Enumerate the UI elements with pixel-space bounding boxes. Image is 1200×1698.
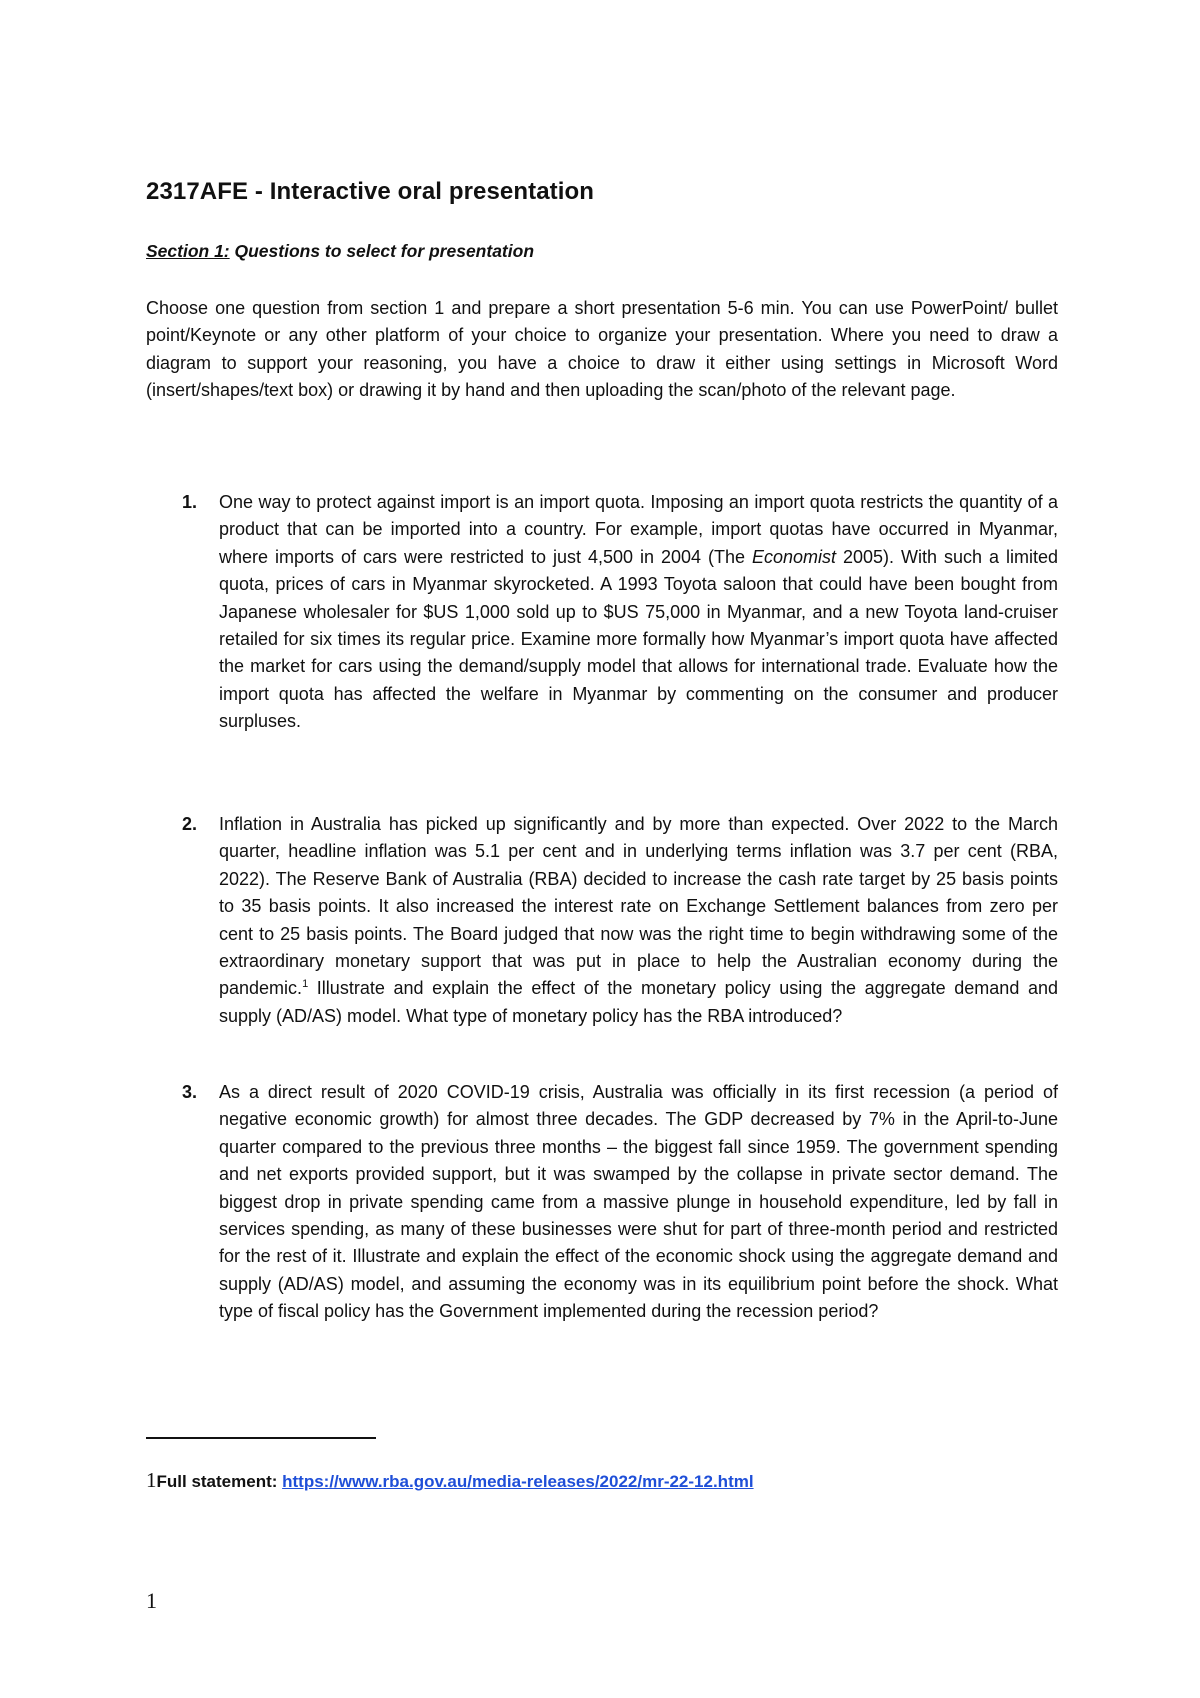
footnote-link[interactable]: https://www.rba.gov.au/media-releases/2022/mr-22-12.html — [282, 1472, 754, 1491]
footnote-reference[interactable]: 1 — [302, 978, 309, 991]
question-text-part: Inflation in Australia has picked up significantly and by more than expected. Over 2022 to the March quarter, headline inflation was 5.1 per cent and in underlying terms inflation was 3.7 per cent (RBA, 2022). The Reserve Bank of Australia (RBA) decided to increase the cash rate target by 25 basis points to 35 basis points. It also increased the interest rate on Exchange Settlement balances from zero per cent to 25 basis points. The Board judged that now was the right time to begin withdrawing some of the extraordinary monetary support that was put in place to help the Australian economy during the pandemic. — [219, 814, 1058, 999]
question-text: As a direct result of 2020 COVID-19 crisis, Australia was officially in its first recession (a period of negative economic growth) for almost three decades. The GDP decreased by 7% in the April-to-June quarter compared to the previous three months – the biggest fall since 1959. The government spending and net exports provided support, but it was swamped by the collapse in private sector demand. The biggest drop in private spending came from a massive plunge in household expenditure, led by fall in services spending, as many of these businesses were shut for part of three-month period and restricted for the rest of it. Illustrate and explain the effect of the economic shock using the aggregate demand and supply (AD/AS) model, and assuming the economy was in its equilibrium point before the shock. What type of fiscal policy has the Government implemented during the recession period? — [219, 1082, 1058, 1322]
footnote — [146, 1468, 754, 1493]
intro-paragraph: Choose one question from section 1 and prepare a short presentation 5-6 min. You can use PowerPoint/ bullet point/Keynote or any other platform of your choice to organize your presentation. Where you need to draw a diagram to support your reasoning, you have a choice to draw it either using settings in Microsoft Word (insert/shapes/text box) or drawing it by hand and then uploading the scan/photo of the relevant page. — [146, 298, 1058, 401]
question-text-part: One way to protect against import is an import quota. Imposing an import quota restricts the quantity of a product that can be imported into a country. For example, import quotas have occurred in Myanmar, where imports of cars were restricted to just 4,500 in 2004 (The — [219, 492, 1058, 567]
question-text-part: 2005). With such a limited quota, prices of cars in Myanmar skyrocketed. A 1993 Toyota saloon that could have been bought from Japanese wholesaler for $US 1,000 sold up to $US 75,000 in Myanmar, and a new Toyota land-cruiser retailed for six times its regular price. Examine more formally how Myanmar’s import quota have affected the market for cars using the demand/supply model that allows for international trade. Evaluate how the import quota has affected the welfare in Myanmar by commenting on the consumer and producer surpluses. — [219, 546, 1058, 732]
footnote-separator — [146, 1437, 376, 1439]
section-label: Section 1: — [146, 241, 230, 261]
question-item — [146, 489, 1058, 736]
footnote-mark: 1 — [146, 1468, 157, 1492]
footnote-label: Full statement: — [156, 1472, 283, 1491]
section-heading — [146, 241, 534, 262]
question-text — [219, 489, 1058, 736]
document-title: 2317AFE - Interactive oral presentation — [146, 178, 595, 205]
question-text-part: Illustrate and explain the effect of the monetary policy using the aggregate demand and supply (AD/AS) model. What type of monetary policy has the RBA introduced? — [219, 978, 1058, 1026]
question-item — [146, 1079, 1058, 1326]
question-italic-citation: Economist — [751, 546, 837, 567]
question-item — [146, 811, 1058, 1030]
question-number: 3. — [182, 1082, 198, 1102]
page-number: 1 — [146, 1588, 157, 1613]
question-number: 2. — [182, 814, 198, 834]
question-text — [219, 811, 1058, 1030]
section-title: Questions to select for presentation — [229, 241, 535, 261]
question-number: 1. — [182, 492, 198, 512]
